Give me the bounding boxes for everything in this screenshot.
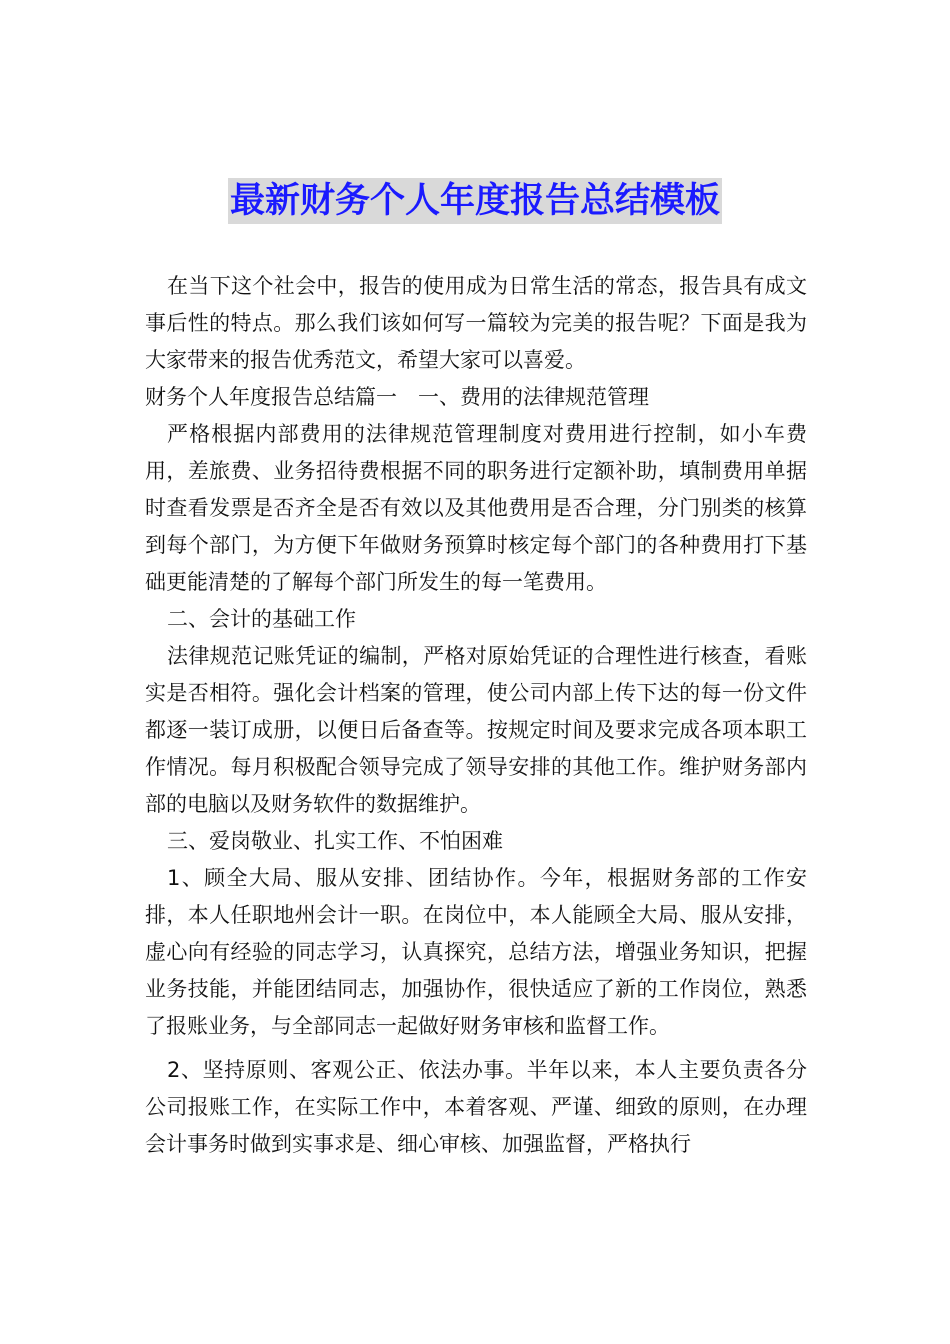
document-title: 最新财务个人年度报告总结模板 [228,178,722,224]
section-heading-2: 二、会计的基础工作 [167,607,356,631]
paragraph-accounting-basics: 法律规范记账凭证的编制，严格对原始凭证的合理性进行核查，看账实是否相符。强化会计档案的管理，使公司内部上传下达的每一份文件都逐一装订成册，以便日后备查等。按规定时间及要求完成各项本职工作情况。每月积极配合领导完成了领导安排的其他工作。维护财务部内部的电脑以及财务软件的数据维护。 [145,644,807,816]
paragraph-expense-management: 严格根据内部费用的法律规范管理制度对费用进行控制，如小车费用，差旅费、业务招待费根据不同的职务进行定额补助，填制费用单据时查看发票是否齐全是否有效以及其他费用是否合理，分门别类的核算到每个部门，为方便下年做财务预算时核定每个部门的各种费用打下基础更能清楚的了解每个部门所发生的每一笔费用。 [145,422,807,594]
paragraph-point-1: 1、顾全大局、服从安排、团结协作。今年，根据财务部的工作安排，本人任职地州会计一职。在岗位中，本人能顾全大局、服从安排，虚心向有经验的同志学习，认真探究，总结方法，增强业务知识，把握业务技能，并能团结同志，加强协作，很快适应了新的工作岗位，熟悉了报账业务，与全部同志一起做好财务审核和监督工作。 [145,866,807,1038]
title-container [0,178,950,224]
section-heading-1: 财务个人年度报告总结篇一 一、费用的法律规范管理 [145,385,649,409]
section-heading-3: 三、爱岗敬业、扎实工作、不怕困难 [167,829,503,853]
paragraph-point-2: 2、坚持原则、客观公正、依法办事。半年以来，本人主要负责各分公司报账工作，在实际工作中，本着客观、严谨、细致的原则，在办理会计事务时做到实事求是、细心审核、加强监督，严格执行 [145,1058,807,1156]
intro-paragraph: 在当下这个社会中，报告的使用成为日常生活的常态，报告具有成文事后性的特点。那么我们该如何写一篇较为完美的报告呢？下面是我为大家带来的报告优秀范文，希望大家可以喜爱。 [145,274,807,372]
document-body [145,268,807,1163]
